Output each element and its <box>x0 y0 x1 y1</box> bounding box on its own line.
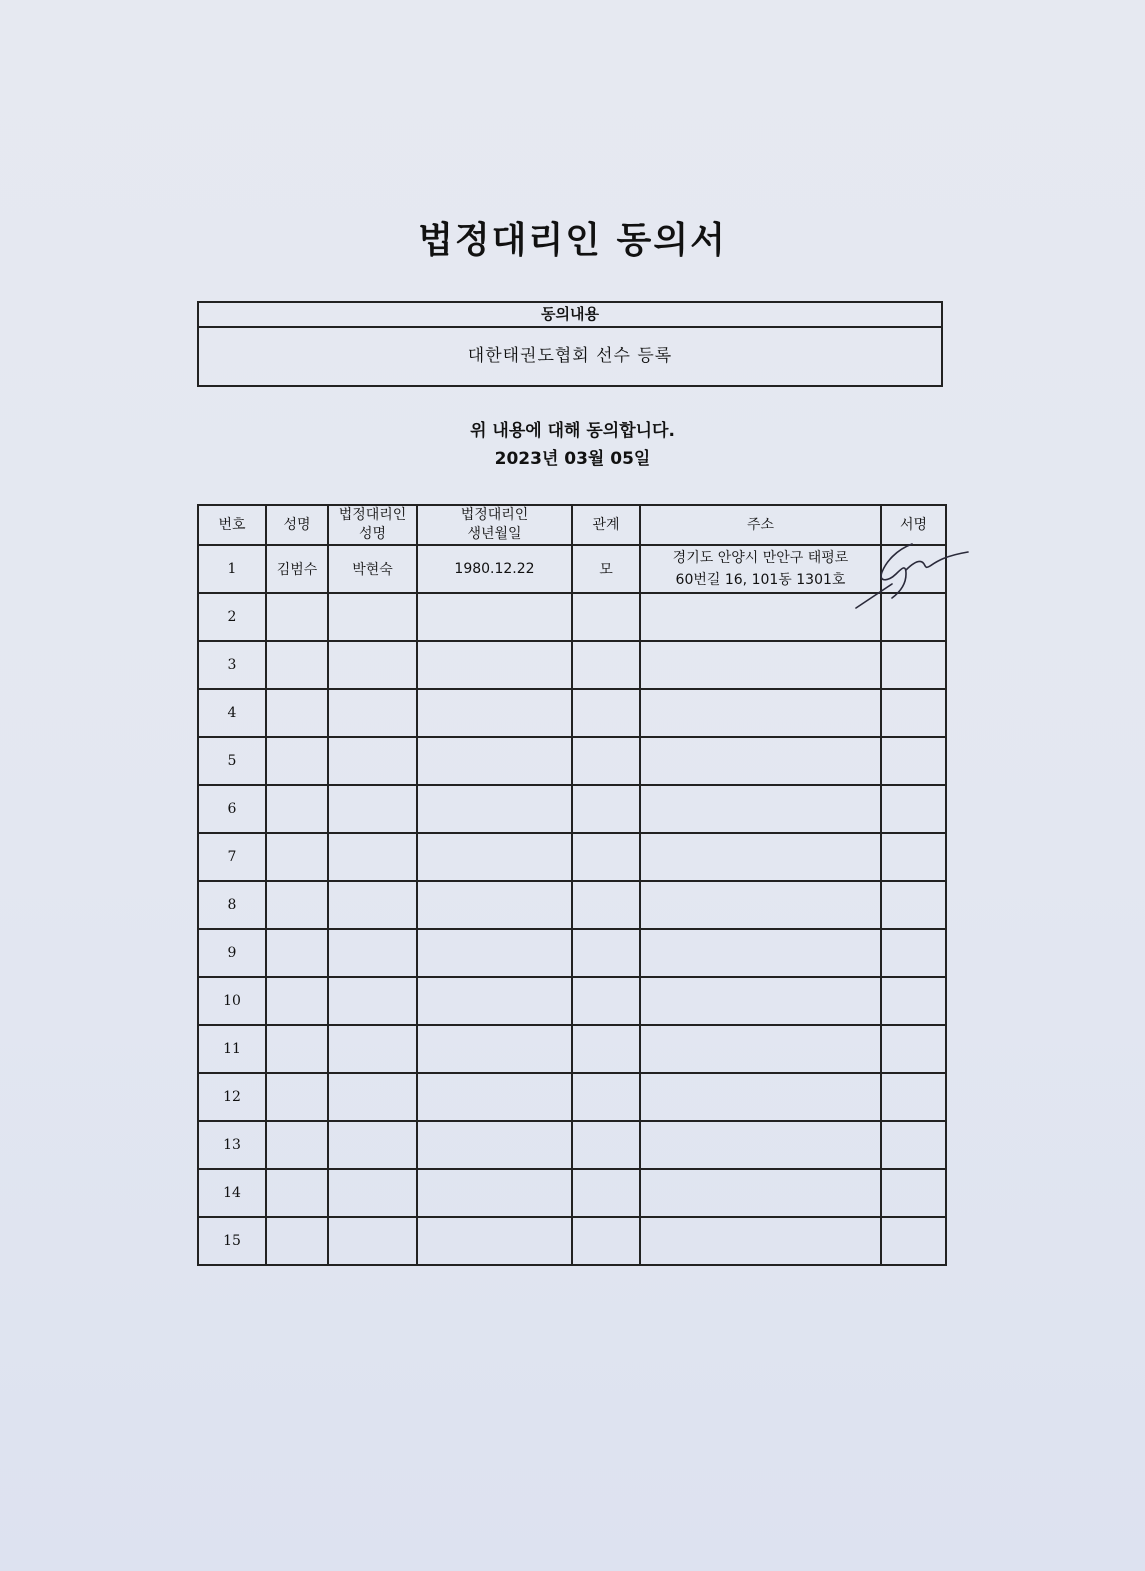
cell-relation: 모 <box>572 545 640 593</box>
cell-number: 12 <box>198 1073 266 1121</box>
cell-name: 김범수 <box>266 545 328 593</box>
header-guardian-name-line2: 성명 <box>358 526 387 542</box>
cell-address-line1: 경기도 안양시 만안구 태평로 <box>672 550 849 566</box>
header-guardian-birth-line2: 생년월일 <box>467 526 522 542</box>
table-row <box>198 929 946 977</box>
table-row <box>198 641 946 689</box>
table-row <box>198 977 946 1025</box>
cell-number: 8 <box>198 881 266 929</box>
table-row <box>198 1169 946 1217</box>
document-title: 법정대리인 동의서 <box>418 220 727 261</box>
header-guardian-birth <box>417 505 572 545</box>
cell-number: 10 <box>198 977 266 1025</box>
consent-box <box>197 301 943 387</box>
cell-number: 4 <box>198 689 266 737</box>
header-guardian-birth-line1: 법정대리인 <box>460 507 529 523</box>
cell-number: 13 <box>198 1121 266 1169</box>
consent-content: 대한태권도협회 선수 등록 <box>467 346 673 366</box>
cell-address <box>640 545 881 593</box>
cell-number: 5 <box>198 737 266 785</box>
table-row <box>198 689 946 737</box>
guardian-roster-table <box>197 504 947 1266</box>
table-row <box>198 737 946 785</box>
cell-guardian-birth: 1980.12.22 <box>417 545 572 593</box>
table-header-row <box>198 505 946 545</box>
cell-address-line2: 60번길 16, 101동 1301호 <box>675 572 846 588</box>
cell-number: 15 <box>198 1217 266 1265</box>
table-row <box>198 881 946 929</box>
table-row <box>198 1025 946 1073</box>
cell-number: 1 <box>198 545 266 593</box>
table-row <box>198 593 946 641</box>
handwritten-signature <box>852 540 972 610</box>
header-address: 주소 <box>640 505 881 545</box>
table-row <box>198 1121 946 1169</box>
agreement-statement: 위 내용에 대해 동의합니다. <box>470 421 675 441</box>
cell-number: 6 <box>198 785 266 833</box>
cell-number: 2 <box>198 593 266 641</box>
cell-guardian-name: 박현숙 <box>328 545 417 593</box>
consent-header: 동의내용 <box>199 303 941 328</box>
table-row <box>198 833 946 881</box>
header-signature: 서명 <box>881 505 946 545</box>
header-guardian-name-line1: 법정대리인 <box>338 507 407 523</box>
cell-number: 11 <box>198 1025 266 1073</box>
table-row <box>198 1073 946 1121</box>
table-row <box>198 1217 946 1265</box>
agreement-date: 2023년 03월 05일 <box>494 449 651 469</box>
cell-number: 7 <box>198 833 266 881</box>
header-name: 성명 <box>266 505 328 545</box>
table-row <box>198 785 946 833</box>
header-guardian-name <box>328 505 417 545</box>
agreement-block <box>0 417 1145 473</box>
header-number: 번호 <box>198 505 266 545</box>
cell-number: 14 <box>198 1169 266 1217</box>
cell-number: 9 <box>198 929 266 977</box>
cell-number: 3 <box>198 641 266 689</box>
table-row <box>198 545 946 593</box>
header-relation: 관계 <box>572 505 640 545</box>
